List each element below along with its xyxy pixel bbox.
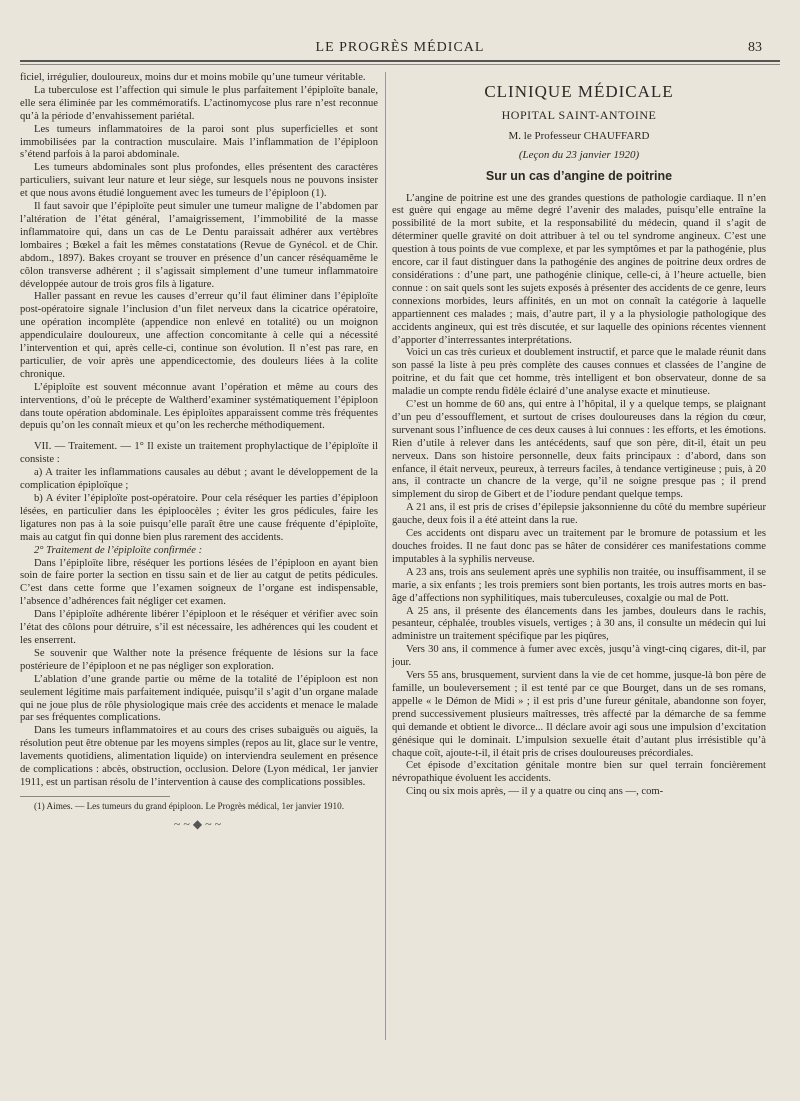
paragraph: A 21 ans, il est pris de crises d’épilepsie jaksonnienne du côté du membre supérieur gauche, deux fois il a été atteint dans la rue.: [392, 502, 766, 527]
paragraph: Cet épisode d’excitation génitale montre bien sur quel terrain foncièrement névropathique évoluent les accidents.: [392, 760, 766, 785]
left-column: [20, 72, 378, 831]
footnote-rule: [20, 796, 170, 797]
header-rule-thin: [20, 64, 780, 65]
article-title: Sur un cas d’angine de poitrine: [485, 168, 673, 183]
professor-name: M. le Professeur CHAUFFARD: [508, 129, 650, 142]
paragraph: Il faut savoir que l’épiploïte peut simuler une tumeur maligne de l’abdomen par l’altération de l’état général, l’amaigrissement, l’immobilité de la masse inflammatoire qui, dans un cas de Le Dentu paraissait adhérer aux vertèbres lombaires ; Bœkel a fait les mêmes constatations (Revue de Gynécol. et de Chir. abdom., 1897). Bakes croyant se trouver en présence d’un cancer réséquamême le côlon transverse adhérent ; il s’agissait simplement d’une tumeur inflammatoire développée autour de trois gros fils à ligature.: [20, 201, 378, 290]
page-number: 83: [748, 40, 762, 55]
page-header: [20, 38, 780, 58]
paragraph: Haller passant en revue les causes d’erreur qu’il faut éliminer dans l’épiploïte post-opératoire signale l’inclusion d’un filet nerveux dans la cicatrice opératoire, une opération incomplète (appendice non enlevé en totalité) ou un moignon appendiculaire douloureux, une affection concomitante à celle qui a nécessité l’intervention et qui, après celle-ci, continue son évolution. Il n’est pas rare, en particulier, de voir après une appendicectomie, des douleurs liées à la colite chronique.: [20, 291, 378, 380]
right-column: [392, 72, 766, 799]
paragraph: L’épiploïte est souvent méconnue avant l’opération et même au cours des interventions, d’où le précepte de Waltherd’examiner systématiquement l’épiploon dans toute opération abdominale. Les épiploïtes apparaissent comme très fréquentes depuis qu’on les connaît mieux et qu’on les recherche méthodiquement.: [20, 381, 378, 432]
paragraph: Les tumeurs inflammatoires de la paroi sont plus superficielles et sont immobilisées par la contraction musculaire. Mais l’inflammation de l’épiploon s’étend parfois à la paroi abdominale.: [20, 123, 378, 161]
paragraph: 2° Traitement de l’épiploïte confirmée :: [34, 544, 203, 556]
paragraph: VII. — Traitement. — 1° Il existe un traitement prophylactique de l’épiploïte il consiste :: [20, 441, 378, 466]
column-divider: [385, 72, 386, 1040]
paragraph: Dans l’épiploïte adhérente libérer l’épiploon et le réséquer et vérifier avec soin l’état des côlons pour détruire, s’il est nécessaire, les adhérences qui les coudent et les enserrent.: [20, 609, 378, 646]
paragraph: Les tumeurs abdominales sont plus profondes, elles présentent des caractères particuliers, suivant leur nature et leur siège, sur lesquels nous ne pouvons insister et que nous avons étudié longuement avec les tumeurs de l’épiploon (1).: [20, 162, 378, 200]
paragraph: Dans les tumeurs inflammatoires et au cours des crises subaiguës ou aiguës, la résolution peut être obtenue par les moyens simples (repos au lit, glace sur le ventre, lavements quotidiens, alimentation liquide) on interviendra seulement en présence de complications : abcès, obstruction, occlusion. Delore (Lyon médical, 1er janvier 1911, est un partisan résolu de l’intervention à cause des complications possibles.: [20, 725, 378, 788]
paragraph: a) A traiter les inflammations causales au début ; avant le développement de la complication épiploïque ;: [20, 467, 378, 492]
paragraph: A 25 ans, il présente des élancements dans les jambes, douleurs dans le rachis, pesanteur, céphalée, troubles visuels, vertiges ; à 30 ans, il consulte un médecin qui lui administre un traitement spécifique par les piqûres,: [392, 605, 766, 643]
paragraph: L’ablation d’une grande partie ou même de la totalité de l’épiploon est non seulement légitime mais parfaitement indiquée, puisqu’il s’agit d’un organe malade qui ne joue plus de rôle physiologique mais crée des accidents et menace le malade par ses fréquentes complications.: [20, 673, 378, 724]
section-title: CLINIQUE MÉDICALE: [484, 82, 674, 101]
paragraph: L’angine de poitrine est une des grandes questions de pathologie cardiaque. Il n’en est guère qui engage au même degré l’avenir des malades, puisqu’elle entraîne la possibilité de la mort subite, et la responsabilité du médecin, quand il s’agit de déterminer quelle gravité on doit attribuer à tel ou tel syndrome angineux. C’est une question à tous points de vue complexe, et par les symptômes et par la pathogénie, plus encore, car il faut distinguer dans la pathogénie des angines de poitrine deux ordres de considérations : d’une part, une pathogénie clinique, celle-ci, à l’heure actuelle, bien connue : on sait quels sont les sujets exposés à présenter des accidents de ce genre, leurs connexions morbides, leurs affinités, en un mot on connaît la catégorie à laquelle appartiennent ces malades ; mais, d’autre part, il y a la physiologie pathologique des accidents angineux, qui est très discutée, et sur laquelle des opinions récentes viennent d’apporter d’interressantes interprétations.: [392, 192, 766, 346]
paragraph: Se souvenir que Walther note la présence fréquente de lésions sur la face postérieure de l’épiploon et ne pas négliger son exploration.: [20, 647, 378, 672]
paragraph: b) A éviter l’épiploïte post-opératoire. Pour cela réséquer les parties d’épiploon lésées, en particulier dans les épiploocèles ; éviter les gros pédicules, faire les ligatures non pas à la soie puisqu’elle paraît être une cause fréquente d’épiploïte, mais au catgut fin qui donne bien plus rarement des accidents.: [20, 493, 378, 543]
paragraph: Dans l’épiploïte libre, réséquer les portions lésées de l’épiploon en ayant bien soin de faire porter la section en tissu sain et de lier au catgut de petits pédicules. C’est dans cette forme que l’examen soigneux de l’organe est indispensable, l’absence d’adhérences fait négliger cet examen.: [20, 557, 378, 608]
paragraph: Ces accidents ont disparu avec un traitement par le bromure de potassium et les douches froides. Il ne faut donc pas se hâter de considérer ces manifestations comme imputables à la syphilis nerveuse.: [392, 528, 766, 565]
lecture-date: (Leçon du 23 janvier 1920): [518, 148, 640, 161]
footnote: (1) Aimes. — Les tumeurs du grand épiploon. Le Progrès médical, 1er janvier 1910.: [34, 800, 345, 811]
paragraph: Cinq ou six mois après, — il y a quatre ou cinq ans —, com-: [406, 786, 664, 798]
paragraph: C’est un homme de 60 ans, qui entre à l’hôpital, il y a quelque temps, se plaignant d’un peu d’essoufflement, et surtout de crises douloureuses dans la région du cœur, survenant sous l’influence de ces deux causes à lui connues : les efforts, et les émotions. Rien d’utile à relever dans les antécédents, sauf que son père, dit-il, était un peu nerveux. Dans son histoire personnelle, deux faits principaux : d’abord, dans son enfance, il était nerveux, peureux, à terreurs faciles, à tendance vertigineuse ; puis, à 20 ans, il contracte un chancre de la verge, qu’il ne soigne presque pas ; il prend simplement du sirop de Gibert et de l’iodure pendant quelque temps.: [392, 399, 766, 501]
ornament-icon: ~~◆~~: [173, 816, 225, 831]
hospital-name: HOPITAL SAINT-ANTOINE: [501, 107, 657, 122]
paragraph: ficiel, irrégulier, douloureux, moins dur et moins mobile qu’une tumeur véritable.: [20, 72, 366, 83]
paragraph: Voici un cas très curieux et doublement instructif, et parce que le malade réunit dans son passé la liste à peu près complète des causes connues et classées de l’angine de poitrine, et du fait que cet homme, très intelligent et bon observateur, donne de sa maladie un compte rendu fidèle éclairé d’une analyse exacte et minutieuse.: [392, 347, 766, 398]
journal-title: LE PROGRÈS MÉDICAL: [315, 40, 485, 55]
paragraph: Vers 55 ans, brusquement, survient dans la vie de cet homme, jusque-là bon père de famille, un bouleversement ; il est tenté par ce que Bourget, dans un de ses romans, appelle « le Démon de Midi » ; il est pris d’une fureur génitale, abandonne son foyer, prend successivement plusieurs maîtresses, très affecté par la démarche de sa femme qui demande et obtient le divorce... Il déclare avoir agi sous une impulsion d’excitation génésique qui le dominait. L’impulsion sexuelle était d’autant plus irrésistible qu’à chaque coït, ajoute-t-il, il était pris de crises douloureuses précordiales.: [392, 670, 766, 759]
paragraph: La tuberculose est l’affection qui simule le plus parfaitement l’épiploïte banale, elle sera éliminée par les commémoratifs. L’actinomycose plus rare n’est reconnue qu’à la période d’envahissement pariétal.: [20, 84, 378, 122]
paragraph: A 23 ans, trois ans seulement après une syphilis non traitée, ou insuffisamment, il se marie, a six enfants ; les trois premiers sont bien portants, les trois autres morts en bas-âge d’affections non syphilitiques, mais tuberculeuses, coxalgie ou mal de Pott.: [392, 566, 766, 604]
header-rule: [20, 60, 780, 62]
paragraph: Vers 30 ans, il commence à fumer avec excès, jusqu’à vingt-cinq cigares, dit-il, par jour.: [392, 644, 766, 669]
